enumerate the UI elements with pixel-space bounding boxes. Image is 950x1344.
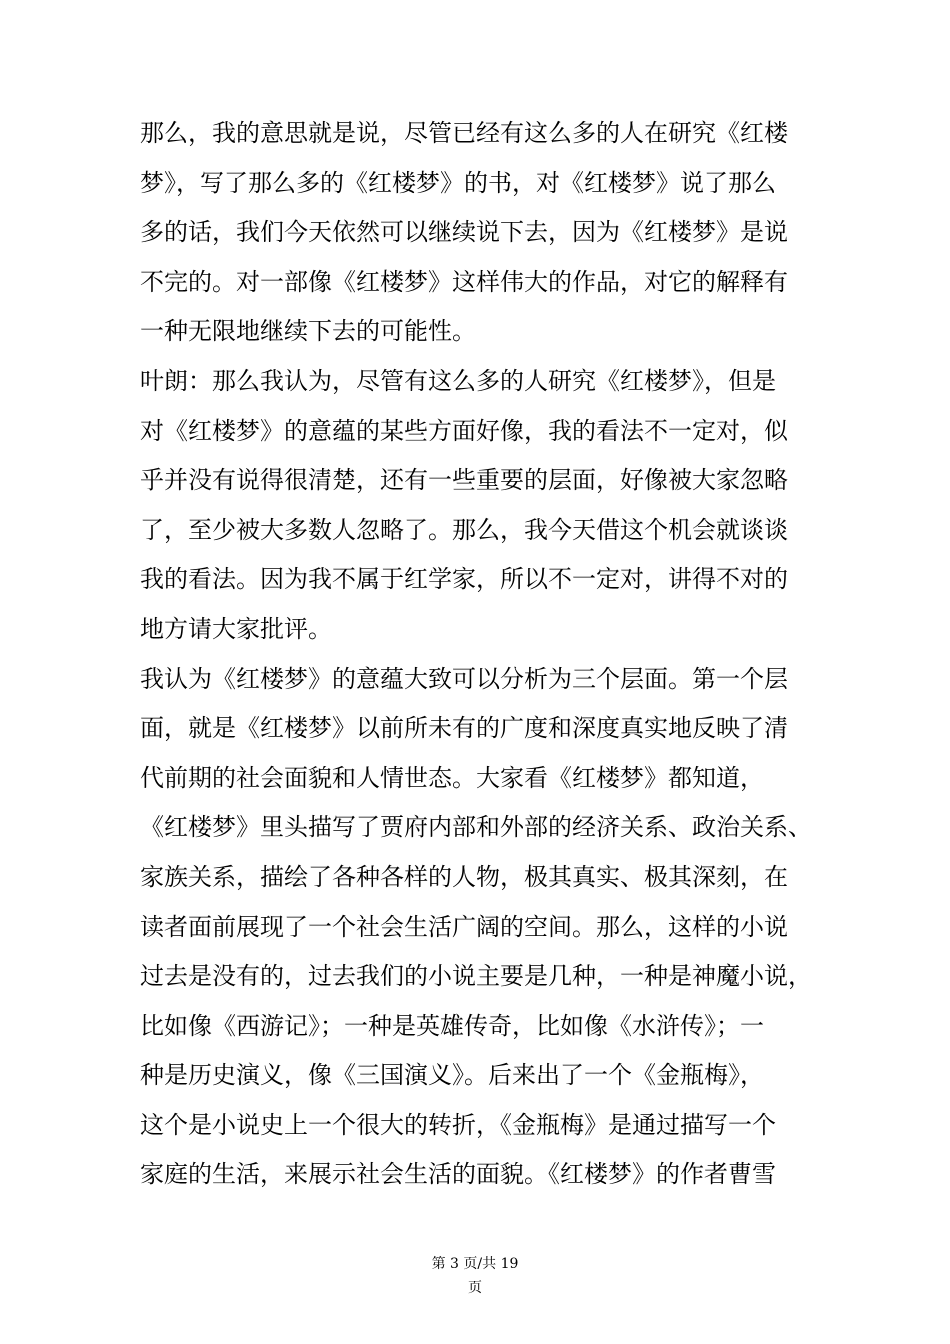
text-line: 不完的。对一部像《红楼梦》这样伟大的作品，对它的解释有	[140, 267, 788, 296]
text-line: 过去是没有的，过去我们的小说主要是几种，一种是神魔小说，	[140, 962, 812, 991]
text-line: 《红楼梦》里头描写了贾府内部和外部的经济关系、政治关系、	[140, 813, 812, 842]
text-line: 一种无限地继续下去的可能性。	[140, 317, 476, 346]
text-line: 多的话，我们今天依然可以继续说下去，因为《红楼梦》是说	[140, 218, 788, 247]
text-line: 面，就是《红楼梦》以前所未有的广度和深度真实地反映了清	[140, 714, 788, 743]
text-line: 家庭的生活，来展示社会生活的面貌。《红楼梦》的作者曹雪	[140, 1160, 776, 1189]
page-number-line: 第 3 页/共 19	[431, 1256, 519, 1272]
text-line: 叶朗：那么我认为，尽管有这么多的人研究《红楼梦》，但是	[140, 366, 776, 395]
text-line: 我的看法。因为我不属于红学家，所以不一定对，讲得不对的	[140, 565, 788, 594]
text-line: 种是历史演义，像《三国演义》。后来出了一个《金瓶梅》，	[140, 1061, 764, 1090]
text-line: 地方请大家批评。	[140, 614, 332, 643]
text-line: 读者面前展现了一个社会生活广阔的空间。那么，这样的小说	[140, 912, 788, 941]
page-number-line: 页	[468, 1280, 482, 1296]
body-text	[140, 109, 812, 1200]
text-line: 代前期的社会面貌和人情世态。大家看《红楼梦》都知道，	[140, 763, 764, 792]
page-number-footer	[0, 1252, 950, 1300]
text-line: 了，至少被大多数人忽略了。那么，我今天借这个机会就谈谈	[140, 515, 788, 544]
text-line: 对《红楼梦》的意蕴的某些方面好像，我的看法不一定对，似	[140, 416, 788, 445]
text-line: 那么，我的意思就是说，尽管已经有这么多的人在研究《红楼	[140, 119, 788, 147]
text-line: 比如像《西游记》；一种是英雄传奇，比如像《水浒传》；一	[140, 1011, 764, 1040]
text-line: 家族关系，描绘了各种各样的人物，极其真实、极其深刻，在	[140, 862, 788, 891]
text-line: 梦》，写了那么多的《红楼梦》的书，对《红楼梦》说了那么	[140, 168, 776, 197]
text-line: 我认为《红楼梦》的意蕴大致可以分析为三个层面。第一个层	[140, 664, 788, 693]
text-line: 这个是小说史上一个很大的转折，《金瓶梅》是通过描写一个	[140, 1110, 776, 1139]
text-line: 乎并没有说得很清楚，还有一些重要的层面，好像被大家忽略	[140, 466, 788, 495]
